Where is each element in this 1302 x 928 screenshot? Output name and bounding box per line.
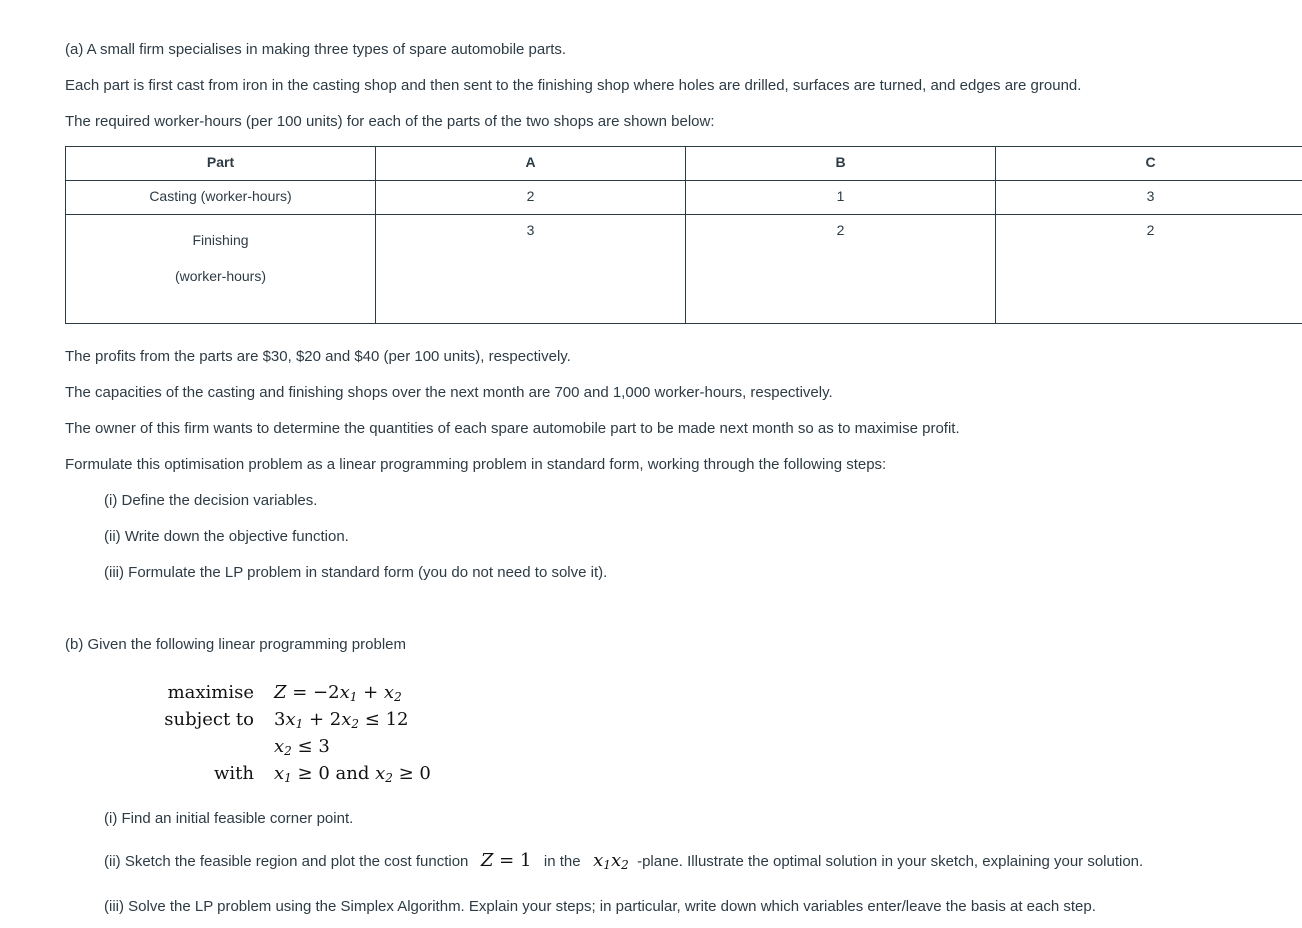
- step-b-ii-part2: in the: [543, 853, 581, 870]
- owner-text: The owner of this firm wants to determine the quantities of each spare automobile part to be made next month so as to maximise profit.: [65, 420, 960, 437]
- finishing-b: 2: [686, 215, 996, 324]
- header-part: Part: [66, 147, 376, 181]
- non-negativity: $x_1 \ge 0$ and $x_2 \ge 0$: [274, 763, 431, 785]
- constraint-1: $3x_1 + 2x_2 \le 12$: [274, 709, 409, 731]
- profits-text: The profits from the parts are $30, $20 and $40 (per 100 units), respectively.: [65, 348, 571, 365]
- finishing-label-line2: (worker-hours): [174, 268, 266, 284]
- header-c: C: [996, 147, 1302, 181]
- casting-b: 1: [686, 181, 996, 215]
- part-a-process: Each part is first cast from iron in the casting shop and then sent to the finishing shop where holes are drilled, surfaces are turned, and edges are ground.: [65, 77, 1082, 94]
- part-b-intro: (b) Given the following linear programming problem: [65, 636, 406, 653]
- step-b-ii-part3: -plane. Illustrate the optimal solution in your sketch, explaining your solution.: [637, 853, 1144, 870]
- step-a-ii: (ii) Write down the objective function.: [104, 528, 349, 545]
- step-b-ii: [104, 852, 1143, 874]
- header-a: A: [376, 147, 686, 181]
- step-b-i: (i) Find an initial feasible corner point.: [104, 810, 354, 827]
- and-word: and: [335, 763, 370, 784]
- capacities-text: The capacities of the casting and finishing shops over the next month are 700 and 1,000 worker-hours, respectively.: [65, 384, 833, 401]
- plane-math: $x_1x_2$: [593, 850, 629, 872]
- formulate-text: Formulate this optimisation problem as a linear programming problem in standard form, working through the following steps:: [65, 456, 887, 473]
- constraint-2: $x_2 \le 3$: [274, 736, 330, 758]
- table-row-finishing: [66, 215, 1302, 324]
- finishing-label: [66, 215, 376, 324]
- subject-to-label: subject to: [164, 709, 254, 730]
- finishing-c: 2: [996, 215, 1302, 324]
- casting-a: 2: [376, 181, 686, 215]
- with-label: with: [214, 763, 254, 784]
- finishing-a: 3: [376, 215, 686, 324]
- part-a-table-intro: The required worker-hours (per 100 units) for each of the parts of the two shops are shown below:: [65, 113, 715, 130]
- table-header-row: [66, 147, 1302, 181]
- cost-function-math: Z = 1: [480, 850, 532, 871]
- table-row-casting: [66, 181, 1302, 215]
- maximise-label: maximise: [167, 682, 254, 703]
- worker-hours-table: [65, 146, 1302, 324]
- step-a-iii: (iii) Formulate the LP problem in standard form (you do not need to solve it).: [104, 564, 608, 581]
- step-b-ii-part1: (ii) Sketch the feasible region and plot the cost function: [104, 853, 469, 870]
- casting-c: 3: [996, 181, 1302, 215]
- header-b: B: [686, 147, 996, 181]
- step-b-iii: (iii) Solve the LP problem using the Simplex Algorithm. Explain your steps; in particular, write down which variables enter/leave the basis at each step.: [104, 898, 1096, 915]
- casting-label: Casting (worker-hours): [66, 181, 376, 215]
- objective-function: $Z = -2x_1 + x_2$: [274, 682, 402, 704]
- step-a-i: (i) Define the decision variables.: [104, 492, 318, 509]
- part-a-intro: (a) A small firm specialises in making three types of spare automobile parts.: [65, 41, 567, 58]
- finishing-label-line1: Finishing: [192, 232, 249, 248]
